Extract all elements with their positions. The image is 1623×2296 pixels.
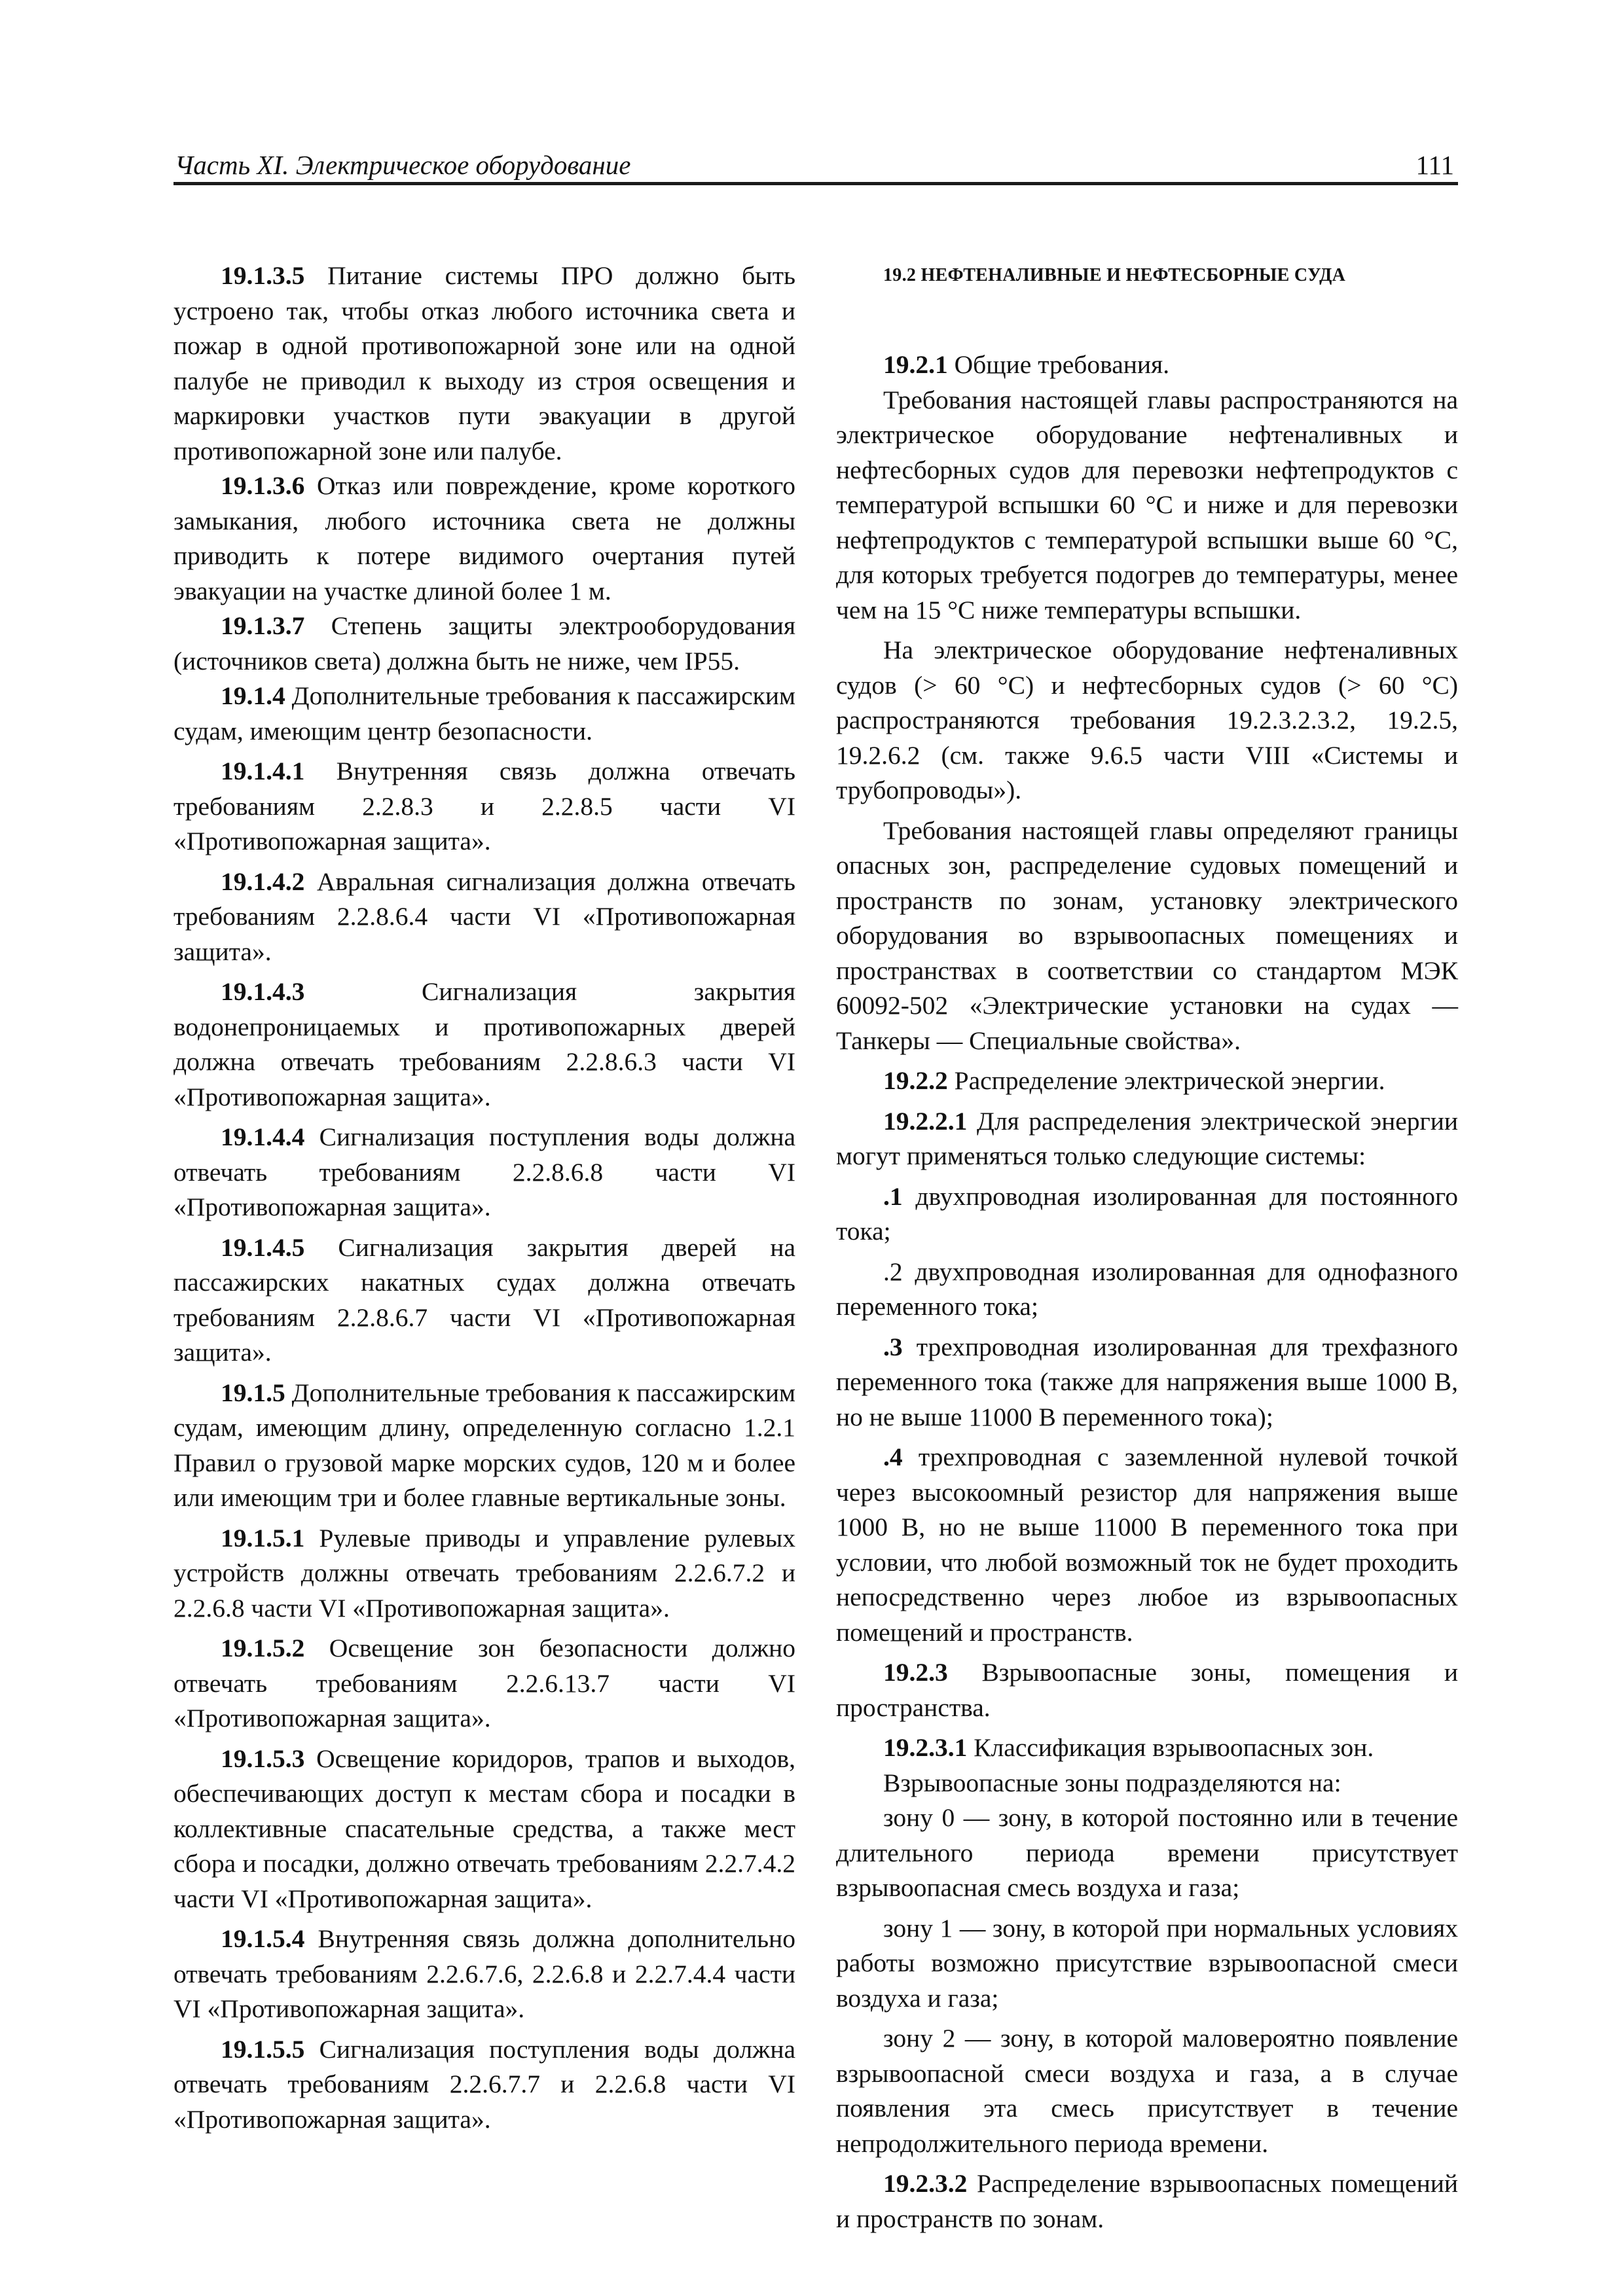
paragraph-text: зону 0 — зону, в которой постоянно или в течение длительного периода времени присутствует взрывоопасная смесь воздуха и газа; xyxy=(836,1803,1458,1902)
paragraph-text: На электрическое оборудование нефтеналивных судов (> 60 °С) и нефтесборных судов (> 60 °С) распространяются требования 19.2.3.2.3.2, 19.2.5, 19.2.6.2 (см. также 9.6.5 части VIII «Системы и трубопроводы»). xyxy=(836,636,1458,804)
clause-number: 19.2.2.1 xyxy=(883,1106,968,1136)
clause-number: 19.1.4.2 xyxy=(221,867,305,896)
clause-19-1-4-1 xyxy=(173,754,795,859)
clause-19-1-5-2 xyxy=(173,1631,795,1736)
clause-number: 19.1.4.1 xyxy=(221,757,305,785)
clause-number: 19.1.5.4 xyxy=(221,1924,305,1953)
section-heading: 19.2 НЕФТЕНАЛИВНЫЕ И НЕФТЕСБОРНЫЕ СУДА xyxy=(883,265,1346,285)
clause-text: Дополнительные требования к пассажирским судам, имеющим центр безопасности. xyxy=(173,681,795,745)
clause-19-2-3-2 xyxy=(836,2166,1458,2236)
clause-number: 19.1.5 xyxy=(221,1378,285,1407)
clause-text: Сигнализация поступления воды должна отвечать требованиям 2.2.8.6.8 части VI «Противопожарная защита». xyxy=(173,1122,795,1221)
clause-number: 19.1.5.2 xyxy=(221,1634,305,1662)
paragraph xyxy=(836,814,1458,1059)
paragraph-text: Требования настоящей главы распространяются на электрическое оборудование нефтеналивных и нефтесборных судов для перевозки нефтепродуктов с температурой вспышки 60 °С и ниже и для перевозки нефтепродуктов с температурой вспышки выше 60 °С, для которых требуется подогрев до температуры, менее чем на 15 °С ниже температуры вспышки. xyxy=(836,385,1458,624)
clause-19-1-3-5 xyxy=(173,259,795,469)
list-text: трехпроводная изолированная для трехфазного переменного тока (также для напряжения выше 1000 В, но не выше 11000 В переменного тока); xyxy=(836,1332,1458,1431)
clause-number: 19.2.3.1 xyxy=(883,1733,968,1762)
clause-19-1-4 xyxy=(173,679,795,749)
list-text: .2 двухпроводная изолированная для однофазного переменного тока; xyxy=(836,1257,1458,1321)
clause-text: Освещение коридоров, трапов и выходов, обеспечивающих доступ к местам сбора и посадки в коллективные спасательные средства, а также мест сбора и посадки, должно отвечать требованиям 2.2.7.4.2 части VI «Противопожарная защита». xyxy=(173,1744,795,1913)
clause-text: Отказ или повреждение, кроме короткого замыкания, любого источника света не должны приводить к потере видимого очертания путей эвакуации на участке длиной более 1 м. xyxy=(173,471,795,605)
paragraph-text: зону 1 — зону, в которой при нормальных условиях работы возможно присутствие взрывоопасной смеси воздуха и газа; xyxy=(836,1913,1458,2013)
paragraph-text: зону 2 — зону, в которой маловероятно появление взрывоопасной смеси воздуха и газа, а в случае появления эта смесь присутствует в течение непродолжительного периода времени. xyxy=(836,2024,1458,2158)
clause-number: 19.2.1 xyxy=(883,350,948,379)
clause-19-1-5-3 xyxy=(173,1742,795,1917)
clause-19-2-2 xyxy=(836,1064,1458,1099)
paragraph xyxy=(836,1766,1458,1801)
list-text: трехпроводная с заземленной нулевой точкой через высокоомный резистор для напряжения выше 1000 В, но не выше 11000 В переменного тока при условии, что любой возможный ток не будет проходить непосредственно через любое из взрывоопасных помещений и пространств. xyxy=(836,1443,1458,1647)
clause-19-1-5-1 xyxy=(173,1521,795,1626)
list-number: .3 xyxy=(883,1332,903,1361)
list-item-2 xyxy=(836,1255,1458,1325)
clause-text: Общие требования. xyxy=(947,350,1170,379)
clause-number: 19.1.3.6 xyxy=(221,471,305,500)
list-item-3 xyxy=(836,1330,1458,1435)
zone-2-definition xyxy=(836,2021,1458,2161)
paragraph-text: Взрывоопасные зоны подразделяются на: xyxy=(883,1768,1341,1797)
list-item-4 xyxy=(836,1440,1458,1650)
clause-number: 19.1.3.7 xyxy=(221,611,305,640)
paragraph xyxy=(836,383,1458,628)
clause-text: Для распределения электрической энергии могут применяться только следующие системы: xyxy=(836,1106,1458,1170)
clause-19-1-4-3 xyxy=(173,975,795,1115)
clause-19-2-1 xyxy=(836,348,1458,383)
clause-number: 19.1.5.5 xyxy=(221,2034,305,2064)
clause-number: 19.1.5.1 xyxy=(221,1523,305,1552)
clause-number: 19.1.4 xyxy=(221,681,285,710)
list-item-1 xyxy=(836,1179,1458,1249)
clause-text: Освещение зон безопасности должно отвечать требованиям 2.2.6.13.7 части VI «Противопожарная защита». xyxy=(173,1634,795,1732)
clause-number: 19.1.5.3 xyxy=(221,1744,305,1773)
clause-text: Рулевые приводы и управление рулевых устройств должны отвечать требованиям 2.2.6.7.2 и 2.2.6.8 части VI «Противопожарная защита». xyxy=(173,1523,795,1623)
clause-text: Авральная сигнализация должна отвечать требованиям 2.2.8.6.4 части VI «Противопожарная защита». xyxy=(173,867,795,966)
clause-19-1-5-5 xyxy=(173,2032,795,2138)
clause-text: Внутренняя связь должна дополнительно отвечать требованиям 2.2.6.7.6, 2.2.6.8 и 2.2.7.4.4 части VI «Противопожарная защита». xyxy=(173,1924,795,2023)
clause-19-2-3-1 xyxy=(836,1731,1458,1766)
clause-text: Взрывоопасные зоны, помещения и пространства. xyxy=(836,1658,1458,1722)
list-text: двухпроводная изолированная для постоянного тока; xyxy=(836,1181,1458,1246)
clause-text: Внутренняя связь должна отвечать требованиям 2.2.8.3 и 2.2.8.5 части VI «Противопожарная защита». xyxy=(173,757,795,855)
clause-19-2-2-1 xyxy=(836,1104,1458,1174)
list-number: .4 xyxy=(883,1443,903,1471)
left-column xyxy=(173,259,795,2137)
clause-text: Сигнализация закрытия водонепроницаемых и противопожарных дверей должна отвечать требованиям 2.2.8.6.3 части VI «Противопожарная защита». xyxy=(173,977,795,1111)
clause-text: Степень защиты электрооборудования (источников света) должна быть не ниже, чем IP55. xyxy=(173,611,795,675)
clause-text: Распределение взрывоопасных помещений и пространств по зонам. xyxy=(836,2169,1458,2233)
right-column xyxy=(836,259,1458,2236)
paragraph xyxy=(836,633,1458,808)
header-title: Часть XI. Электрическое оборудование xyxy=(175,150,631,180)
clause-19-1-4-2 xyxy=(173,865,795,970)
clause-number: 19.1.3.5 xyxy=(221,261,305,290)
paragraph-text: Требования настоящей главы определяют границы опасных зон, распределение судовых помещений и пространств по зонам, установку электрического оборудования во взрывоопасных помещениях и пространствах в соответствии со стандартом МЭК 60092-502 «Электрические установки на судах — Танкеры — Специальные свойства». xyxy=(836,816,1458,1055)
clause-text: Распределение электрической энергии. xyxy=(947,1066,1385,1095)
clause-text: Питание системы ПРО должно быть устроено так, чтобы отказ любого источника света и пожар в одной противопожарной зоне или на одной палубе не приводил к выходу из строя освещения и маркировки участков пути эвакуации в другой противопожарной зоне или палубе. xyxy=(173,261,795,465)
clause-19-1-3-7 xyxy=(173,609,795,679)
clause-text: Классификация взрывоопасных зон. xyxy=(967,1733,1374,1762)
clause-text: Дополнительные требования к пассажирским судам, имеющим длину, определенную согласно 1.2.1 Правил о грузовой марке морских судов, 120 м и более или имеющим три и более главные вертикальные зоны. xyxy=(173,1378,795,1512)
clause-19-2-3 xyxy=(836,1655,1458,1725)
zone-1-definition xyxy=(836,1911,1458,2017)
clause-19-1-5 xyxy=(173,1376,795,1516)
list-number: .1 xyxy=(883,1181,903,1211)
page-number: 111 xyxy=(1415,150,1454,180)
clause-text: Сигнализация закрытия дверей на пассажирских накатных судах должна отвечать требованиям 2.2.8.6.7 части VI «Противопожарная защита». xyxy=(173,1232,795,1367)
clause-number: 19.2.3 xyxy=(883,1658,948,1687)
clause-number: 19.1.4.3 xyxy=(221,977,305,1006)
clause-number: 19.1.4.5 xyxy=(221,1232,305,1262)
zone-0-definition xyxy=(836,1801,1458,1906)
clause-19-1-5-4 xyxy=(173,1922,795,2027)
clause-number: 19.2.2 xyxy=(883,1066,948,1095)
clause-text: Сигнализация поступления воды должна отвечать требованиям 2.2.6.7.7 и 2.2.6.8 части VI «Противопожарная защита». xyxy=(173,2034,795,2134)
clause-19-1-3-6 xyxy=(173,469,795,609)
clause-19-1-4-4 xyxy=(173,1120,795,1225)
running-header xyxy=(173,149,1458,185)
clause-number: 19.2.3.2 xyxy=(883,2169,968,2198)
clause-19-1-4-5 xyxy=(173,1230,795,1371)
clause-number: 19.1.4.4 xyxy=(221,1122,305,1151)
